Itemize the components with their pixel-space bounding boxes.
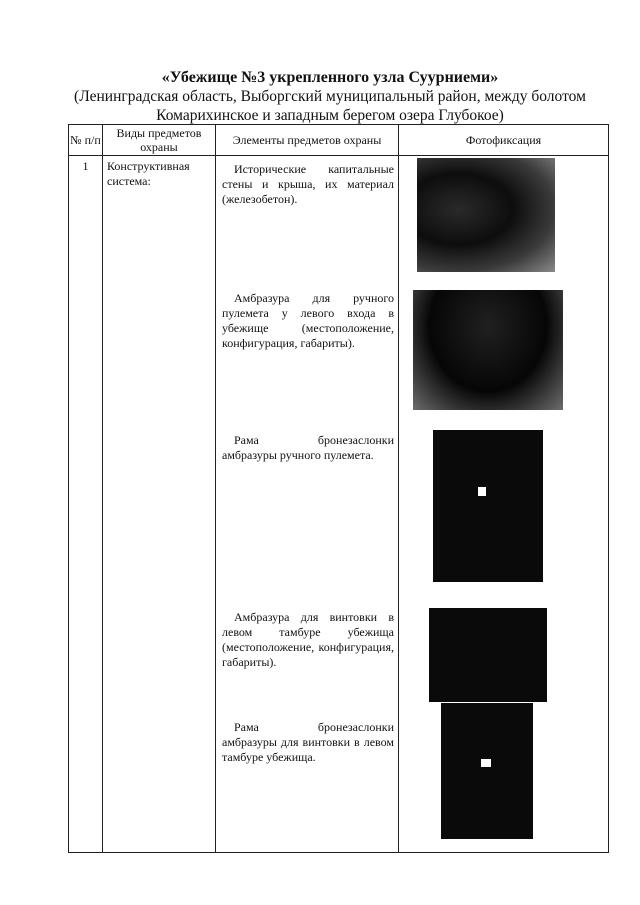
element-text-2: Амбразура для ручного пулемета у левого входа в убежище (местоположение, конфигурация, габариты). bbox=[222, 291, 394, 350]
document-subtitle-line-2: Комарихинское и западным берегом озера Глубокое) bbox=[156, 107, 504, 124]
table-row bbox=[69, 156, 609, 853]
element-text-5: Рама бронезаслонки амбразуры для винтовки в левом тамбуре убежища. bbox=[222, 720, 394, 764]
table-header-row bbox=[69, 125, 609, 156]
header-kind: Виды предметов охраны bbox=[103, 125, 216, 156]
header-number: № п/п bbox=[69, 125, 103, 156]
header-photo: Фотофиксация bbox=[399, 125, 609, 156]
element-text-4: Амбразура для винтовки в левом тамбуре убежища (местоположение, конфигурация, габариты). bbox=[222, 610, 394, 669]
document-subtitle-line-1: (Ленинградская область, Выборгский муниципальный район, между болотом bbox=[74, 88, 586, 105]
element-text-1: Исторические капитальные стены и крыша, их материал (железобетон). bbox=[222, 162, 394, 206]
photo-machine-gun-embrasure bbox=[413, 290, 563, 410]
row-elements bbox=[216, 156, 399, 853]
header-elements: Элементы предметов охраны bbox=[216, 125, 399, 156]
protection-items-table bbox=[68, 124, 609, 853]
photo-shelter-walls bbox=[417, 158, 555, 272]
element-text-3: Рама бронезаслонки амбразуры ручного пулемета. bbox=[222, 433, 394, 462]
photo-rifle-armor-frame bbox=[441, 703, 533, 839]
photo-machine-gun-armor-frame bbox=[433, 430, 543, 582]
row-kind: Конструктивная система: bbox=[103, 156, 216, 853]
row-photos bbox=[399, 156, 609, 853]
photo-rifle-embrasure bbox=[429, 608, 547, 702]
row-number: 1 bbox=[69, 156, 103, 853]
document-title-block bbox=[60, 68, 600, 125]
photo-marker bbox=[478, 487, 486, 496]
document-title: «Убежище №3 укрепленного узла Суурниеми» bbox=[161, 69, 499, 86]
photo-marker bbox=[481, 759, 491, 767]
